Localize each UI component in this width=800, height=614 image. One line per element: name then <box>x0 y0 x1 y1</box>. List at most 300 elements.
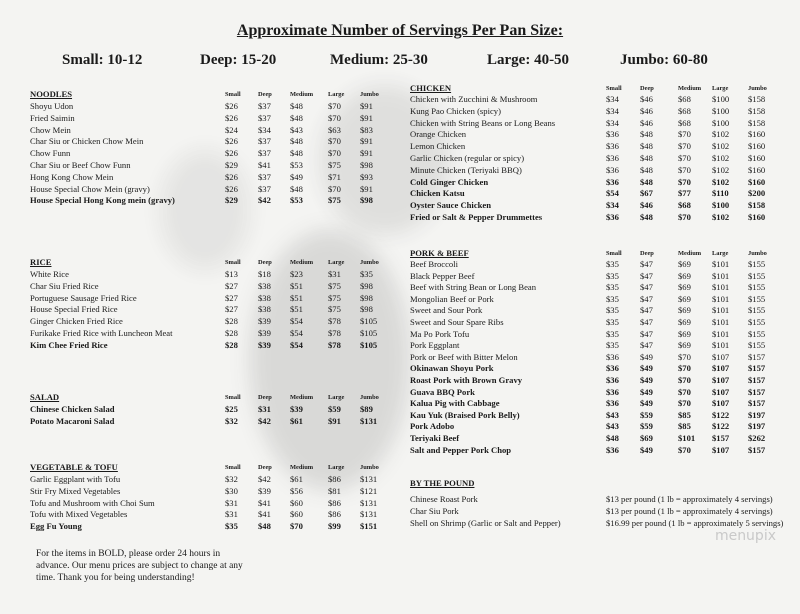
price-medium: $85 <box>678 409 691 420</box>
price-jumbo: $35 <box>360 269 373 279</box>
price-deep: $46 <box>640 200 653 211</box>
price-medium: $54 <box>290 339 303 350</box>
price-medium: $48 <box>290 101 303 111</box>
menu-item-row <box>410 398 785 410</box>
price-large: $78 <box>328 328 341 338</box>
menu-item-row <box>30 293 390 305</box>
price-deep: $46 <box>640 117 653 128</box>
price-jumbo: $155 <box>748 270 766 281</box>
menu-item-row <box>30 195 390 207</box>
menu-item-name: Lemon Chicken <box>410 141 466 152</box>
price-small: $31 <box>225 497 238 508</box>
price-small: $26 <box>225 171 238 182</box>
menu-item-name: Kalua Pig with Cabbage <box>410 398 500 409</box>
price-jumbo: $91 <box>360 183 373 194</box>
section-header-row <box>30 462 390 474</box>
menu-item-name: Chicken Katsu <box>410 188 465 199</box>
menu-item-name: Char Siu or Chicken Chow Mein <box>30 136 144 147</box>
price-large: $100 <box>712 94 730 104</box>
price-jumbo: $105 <box>360 328 378 338</box>
price-deep: $47 <box>640 328 653 339</box>
menu-item-name: Hong Kong Chow Mein <box>30 171 114 182</box>
price-medium: $68 <box>678 94 691 104</box>
price-small: $36 <box>606 212 619 222</box>
price-medium: $60 <box>290 509 303 520</box>
price-deep: $47 <box>640 270 653 281</box>
menu-item-name: Pork or Beef with Bitter Melon <box>410 351 518 362</box>
price-jumbo: $155 <box>748 305 766 316</box>
size-col-header-medium: Medium <box>290 394 314 401</box>
price-medium: $56 <box>290 485 303 496</box>
size-col-header-medium: Medium <box>290 91 314 98</box>
price-jumbo: $157 <box>748 363 766 374</box>
price-large: $102 <box>712 212 730 222</box>
price-deep: $47 <box>640 259 653 269</box>
menu-item-row <box>30 101 390 113</box>
menu-item-row <box>410 433 785 445</box>
price-deep: $59 <box>640 421 653 432</box>
price-jumbo: $131 <box>360 509 378 520</box>
price-jumbo: $262 <box>748 433 766 443</box>
price-large: $101 <box>712 270 730 281</box>
section-header-row <box>30 89 390 101</box>
pound-price: $13 per pound (1 lb = approximately 4 servings) <box>606 494 773 504</box>
menu-item-name: House Special Fried Rice <box>30 304 118 315</box>
price-medium: $51 <box>290 304 303 315</box>
price-deep: $46 <box>640 94 653 104</box>
price-jumbo: $158 <box>748 94 766 104</box>
price-large: $107 <box>712 375 730 385</box>
menu-item-name: Pork Eggplant <box>410 340 460 351</box>
price-small: $29 <box>225 195 238 206</box>
menu-item-name: Ginger Chicken Fried Rice <box>30 316 123 327</box>
menu-item-row <box>410 305 785 317</box>
price-large: $75 <box>328 280 341 291</box>
menu-item-row <box>30 148 390 160</box>
price-small: $24 <box>225 124 238 135</box>
price-jumbo: $131 <box>360 474 378 484</box>
price-small: $32 <box>225 415 238 426</box>
menu-item-name: Beef with String Bean or Long Bean <box>410 282 537 293</box>
price-jumbo: $98 <box>360 304 373 315</box>
price-deep: $37 <box>258 171 271 182</box>
menu-item-row <box>410 153 785 165</box>
price-medium: $70 <box>678 444 691 455</box>
price-deep: $34 <box>258 124 271 135</box>
price-medium: $101 <box>678 433 696 443</box>
price-large: $102 <box>712 141 730 152</box>
price-medium: $70 <box>678 164 691 175</box>
section-header-row <box>410 478 795 490</box>
price-large: $101 <box>712 293 730 304</box>
price-deep: $31 <box>258 404 271 414</box>
price-jumbo: $83 <box>360 124 373 135</box>
menu-item-name: Ma Po Pork Tofu <box>410 328 470 339</box>
price-small: $36 <box>606 398 619 409</box>
menu-item-name: Char Siu Fried Rice <box>30 280 99 291</box>
price-jumbo: $197 <box>748 421 766 432</box>
pan-size-medium: Medium: 25-30 <box>330 52 428 68</box>
price-small: $35 <box>606 293 619 304</box>
size-col-header-large: Large <box>328 91 345 98</box>
price-deep: $39 <box>258 339 271 350</box>
menu-item-row <box>30 416 390 428</box>
price-small: $27 <box>225 304 238 315</box>
menu-item-name: Fried Saimin <box>30 112 75 123</box>
menu-item-row <box>410 259 785 271</box>
menu-item-row <box>410 421 785 433</box>
price-large: $102 <box>712 153 730 163</box>
price-medium: $70 <box>290 521 303 532</box>
price-deep: $48 <box>258 521 271 532</box>
price-jumbo: $157 <box>748 444 766 455</box>
footer-note: For the items in BOLD, please order 24 hours in advance. Our menu prices are subject to change at any time. Thank you for being understanding! <box>36 549 243 583</box>
price-deep: $37 <box>258 183 271 194</box>
price-large: $101 <box>712 305 730 316</box>
price-large: $122 <box>712 409 730 420</box>
price-large: $100 <box>712 200 730 211</box>
price-medium: $68 <box>678 105 691 116</box>
menu-item-name: Fried or Salt & Pepper Drummettes <box>410 212 543 222</box>
size-col-header-medium: Medium <box>290 464 314 471</box>
price-small: $36 <box>606 176 619 187</box>
price-small: $36 <box>606 164 619 175</box>
price-small: $34 <box>606 94 619 104</box>
menu-item-row <box>30 328 390 340</box>
menu-item-name: Black Pepper Beef <box>410 270 475 281</box>
price-jumbo: $160 <box>748 176 766 187</box>
price-deep: $42 <box>258 415 271 426</box>
menu-item-name: Shell on Shrimp (Garlic or Salt and Pepper) <box>410 518 561 528</box>
menu-item-name: Tofu with Mixed Vegetables <box>30 509 128 520</box>
price-large: $157 <box>712 433 730 443</box>
price-medium: $68 <box>678 117 691 128</box>
price-small: $36 <box>606 375 619 385</box>
menu-item-row <box>410 129 785 141</box>
price-large: $70 <box>328 112 341 123</box>
size-col-header-jumbo: Jumbo <box>360 394 379 401</box>
menu-item-name: Kung Pao Chicken (spicy) <box>410 105 501 116</box>
price-small: $34 <box>606 200 619 211</box>
menu-item-name: Sweet and Sour Pork <box>410 305 483 316</box>
price-deep: $47 <box>640 340 653 351</box>
price-deep: $47 <box>640 293 653 304</box>
price-small: $54 <box>606 188 619 199</box>
price-large: $70 <box>328 101 341 111</box>
menu-item-row <box>30 304 390 316</box>
price-large: $110 <box>712 188 729 199</box>
price-deep: $47 <box>640 305 653 316</box>
price-small: $26 <box>225 148 238 159</box>
pound-price: $16.99 per pound (1 lb = approximately 5 servings) <box>606 518 784 528</box>
menu-item-name: Char Siu Pork <box>410 506 459 516</box>
price-medium: $70 <box>678 375 691 385</box>
price-medium: $70 <box>678 176 691 187</box>
menu-item-name: Furikake Fried Rice with Luncheon Meat <box>30 328 173 338</box>
price-deep: $18 <box>258 269 271 279</box>
price-jumbo: $105 <box>360 316 378 327</box>
menu-item-row <box>30 404 390 416</box>
price-small: $27 <box>225 280 238 291</box>
menu-item-row <box>410 363 785 375</box>
price-large: $75 <box>328 160 341 170</box>
price-deep: $69 <box>640 433 653 443</box>
price-jumbo: $121 <box>360 485 378 496</box>
menu-item-name: Kau Yuk (Braised Pork Belly) <box>410 409 520 420</box>
price-medium: $69 <box>678 317 691 327</box>
price-deep: $42 <box>258 474 271 484</box>
price-deep: $46 <box>640 105 653 116</box>
size-col-header-medium: Medium <box>290 259 314 266</box>
size-col-header-jumbo: Jumbo <box>748 85 767 92</box>
price-medium: $70 <box>678 129 691 140</box>
menu-item-name: Roast Pork with Brown Gravy <box>410 375 523 385</box>
section-title: NOODLES <box>30 89 73 99</box>
section-header-row <box>30 257 390 269</box>
price-medium: $23 <box>290 269 303 279</box>
menu-item-row <box>30 160 390 172</box>
price-deep: $67 <box>640 188 653 199</box>
menu-item-name: Chinese Chicken Salad <box>30 404 115 414</box>
menu-item-row <box>410 352 785 364</box>
menu-item-row <box>30 340 390 352</box>
price-jumbo: $131 <box>360 415 378 426</box>
price-small: $31 <box>225 509 238 520</box>
menu-item-name: Orange Chicken <box>410 129 467 140</box>
price-jumbo: $98 <box>360 280 373 291</box>
price-medium: $69 <box>678 305 691 316</box>
menu-item-name: Guava BBQ Pork <box>410 386 475 397</box>
price-deep: $48 <box>640 129 653 140</box>
price-large: $59 <box>328 404 341 414</box>
price-small: $28 <box>225 339 238 350</box>
menu-item-name: Chow Funn <box>30 148 71 159</box>
price-small: $35 <box>606 270 619 281</box>
price-small: $48 <box>606 433 619 443</box>
price-medium: $51 <box>290 280 303 291</box>
menu-item-name: Chinese Roast Pork <box>410 494 478 504</box>
price-deep: $49 <box>640 444 653 455</box>
section-title: SALAD <box>30 392 60 402</box>
size-col-header-jumbo: Jumbo <box>360 91 379 98</box>
menu-item-row <box>410 294 785 306</box>
price-small: $36 <box>606 444 619 455</box>
menu-item-name: Okinawan Shoyu Pork <box>410 363 494 374</box>
price-small: $27 <box>225 292 238 303</box>
pan-size-large: Large: 40-50 <box>487 52 570 68</box>
price-small: $29 <box>225 160 238 170</box>
menu-item-row <box>30 281 390 293</box>
price-medium: $49 <box>290 171 303 182</box>
page-title: Approximate Number of Servings Per Pan Size: <box>236 22 564 39</box>
price-jumbo: $157 <box>748 375 766 385</box>
menu-item-name: Chicken with String Beans or Long Beans <box>410 117 556 128</box>
menu-item-name: Garlic Eggplant with Tofu <box>30 474 121 484</box>
size-col-header-jumbo: Jumbo <box>748 250 767 257</box>
price-large: $91 <box>328 415 341 426</box>
menu-item-row <box>410 212 785 224</box>
price-deep: $37 <box>258 148 271 159</box>
pan-size-deep: Deep: 15-20 <box>200 52 277 68</box>
size-col-header-large: Large <box>712 250 729 257</box>
section-title: CHICKEN <box>410 83 452 93</box>
price-jumbo: $89 <box>360 404 373 414</box>
price-small: $30 <box>225 485 238 496</box>
price-large: $101 <box>712 317 730 327</box>
price-large: $107 <box>712 398 730 409</box>
size-col-header-small: Small <box>225 464 241 471</box>
price-large: $107 <box>712 386 730 397</box>
price-jumbo: $197 <box>748 409 766 420</box>
price-small: $35 <box>606 282 619 293</box>
price-medium: $77 <box>678 188 691 199</box>
price-medium: $70 <box>678 141 691 152</box>
price-deep: $49 <box>640 386 653 397</box>
price-large: $122 <box>712 421 730 432</box>
price-jumbo: $91 <box>360 148 373 159</box>
price-jumbo: $98 <box>360 195 373 206</box>
price-jumbo: $155 <box>748 317 766 327</box>
price-medium: $61 <box>290 474 303 484</box>
menu-item-row <box>410 340 785 352</box>
price-deep: $41 <box>258 509 271 520</box>
price-medium: $69 <box>678 259 691 269</box>
price-small: $25 <box>225 404 238 414</box>
price-small: $35 <box>606 305 619 316</box>
price-large: $71 <box>328 171 341 182</box>
price-medium: $70 <box>678 386 691 397</box>
menu-item-row <box>30 316 390 328</box>
price-large: $101 <box>712 340 730 351</box>
price-large: $75 <box>328 292 341 303</box>
size-col-header-small: Small <box>606 250 622 257</box>
menu-item-row <box>30 113 390 125</box>
menu-item-row <box>410 200 785 212</box>
price-large: $31 <box>328 269 341 279</box>
price-deep: $48 <box>640 164 653 175</box>
price-small: $28 <box>225 328 238 338</box>
price-medium: $61 <box>290 415 303 426</box>
price-jumbo: $158 <box>748 105 766 116</box>
price-large: $102 <box>712 129 730 140</box>
menu-item-name: Chicken with Zucchini & Mushroom <box>410 94 538 104</box>
price-medium: $48 <box>290 148 303 159</box>
size-col-header-large: Large <box>328 394 345 401</box>
price-large: $101 <box>712 259 730 269</box>
size-col-header-deep: Deep <box>640 250 654 257</box>
price-jumbo: $105 <box>360 339 378 350</box>
price-small: $34 <box>606 117 619 128</box>
size-col-header-medium: Medium <box>678 85 702 92</box>
section-title: RICE <box>30 257 52 267</box>
menu-item-row <box>410 375 785 387</box>
price-deep: $48 <box>640 153 653 163</box>
price-jumbo: $157 <box>748 386 766 397</box>
price-small: $26 <box>225 136 238 147</box>
menu-item-row <box>30 136 390 148</box>
price-jumbo: $157 <box>748 398 766 409</box>
price-jumbo: $160 <box>748 153 766 163</box>
price-large: $102 <box>712 164 730 175</box>
price-large: $100 <box>712 117 730 128</box>
menu-item-name: Portuguese Sausage Fried Rice <box>30 292 137 303</box>
price-medium: $48 <box>290 136 303 147</box>
menu-item-row <box>410 94 785 106</box>
price-small: $13 <box>225 269 238 279</box>
price-jumbo: $157 <box>748 351 766 362</box>
price-medium: $70 <box>678 351 691 362</box>
menu-item-name: Teriyaki Beef <box>410 433 460 443</box>
price-medium: $70 <box>678 398 691 409</box>
menu-item-name: House Special Hong Kong mein (gravy) <box>30 195 175 206</box>
price-jumbo: $155 <box>748 328 766 339</box>
size-col-header-jumbo: Jumbo <box>360 464 379 471</box>
price-deep: $48 <box>640 212 653 222</box>
menu-item-row <box>410 141 785 153</box>
price-jumbo: $155 <box>748 293 766 304</box>
pan-size-jumbo: Jumbo: 60-80 <box>620 52 708 68</box>
price-large: $102 <box>712 176 730 187</box>
section-title: PORK & BEEF <box>410 248 469 258</box>
price-small: $43 <box>606 409 619 420</box>
price-medium: $43 <box>290 124 303 135</box>
menu-item-name: Beef Broccoli <box>410 259 458 269</box>
menu-item-row <box>30 172 390 184</box>
menu-item-row <box>410 317 785 329</box>
menu-item-name: Chow Mein <box>30 124 71 135</box>
price-medium: $68 <box>678 200 691 211</box>
menu-item-name: Cold Ginger Chicken <box>410 176 489 187</box>
section-title: BY THE POUND <box>410 478 475 488</box>
watermark: menupix <box>714 528 776 544</box>
price-medium: $54 <box>290 316 303 327</box>
price-medium: $69 <box>678 282 691 293</box>
price-small: $36 <box>606 153 619 163</box>
menu-item-row <box>410 188 785 200</box>
menu-item-name: Potato Macaroni Salad <box>30 415 115 426</box>
price-medium: $69 <box>678 293 691 304</box>
size-col-header-deep: Deep <box>258 91 272 98</box>
price-deep: $38 <box>258 280 271 291</box>
menu-item-row <box>30 474 390 486</box>
price-deep: $37 <box>258 136 271 147</box>
size-col-header-deep: Deep <box>258 259 272 266</box>
menu-item-name: Char Siu or Beef Chow Funn <box>30 160 131 170</box>
menu-item-row <box>30 498 390 510</box>
menu-item-row <box>30 269 390 281</box>
price-large: $78 <box>328 339 341 350</box>
price-jumbo: $160 <box>748 164 766 175</box>
price-jumbo: $151 <box>360 521 378 532</box>
price-deep: $42 <box>258 195 271 206</box>
price-deep: $39 <box>258 485 271 496</box>
menu-item-name: Pork Adobo <box>410 421 455 432</box>
price-large: $107 <box>712 363 730 374</box>
size-col-header-large: Large <box>328 464 345 471</box>
section-title: VEGETABLE & TOFU <box>30 462 118 472</box>
price-medium: $69 <box>678 340 691 351</box>
price-large: $63 <box>328 124 341 135</box>
price-medium: $53 <box>290 195 303 206</box>
price-small: $35 <box>606 317 619 327</box>
size-col-header-large: Large <box>712 85 729 92</box>
menu-item-name: Sweet and Sour Spare Ribs <box>410 317 504 327</box>
menu-item-row <box>410 329 785 341</box>
price-large: $86 <box>328 497 341 508</box>
size-col-header-large: Large <box>328 259 345 266</box>
price-deep: $39 <box>258 316 271 327</box>
price-small: $26 <box>225 112 238 123</box>
